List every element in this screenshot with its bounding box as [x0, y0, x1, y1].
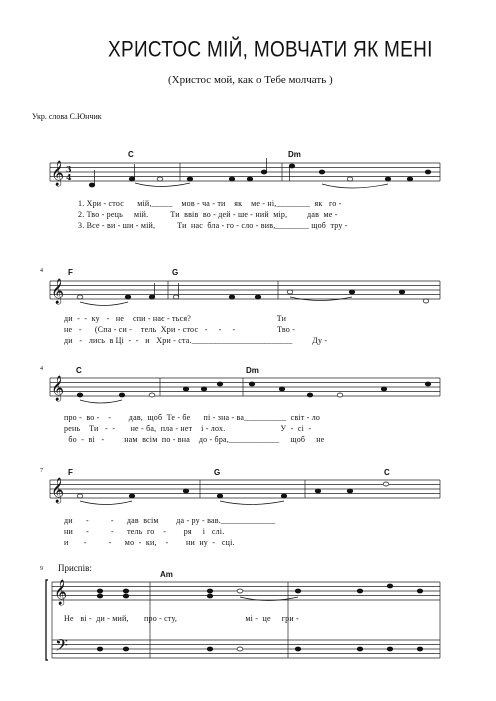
lyrics-line: ди - - ку - не спи - нає - ться? Ти	[64, 314, 287, 323]
chord-label: G	[214, 468, 221, 477]
chord-label: Dm	[288, 150, 301, 159]
lyrics-line: бо - ві - нам всім по - вна до - бра,____________ щоб не	[64, 435, 325, 444]
lyrics-line: ди - - дав всім да - ру - вав._____________	[64, 516, 276, 525]
lyrics-line: и - - мо - ки, - ни ну - сці.	[64, 538, 235, 547]
chord-label: C	[128, 150, 134, 159]
measure-number: 4	[40, 366, 43, 372]
lyrics-line: Не ві - ди - мий, про - сту, мі - це гри -	[64, 614, 299, 623]
chord-label: Dm	[246, 366, 259, 375]
measure-number: 7	[40, 468, 43, 474]
lyrics-line: ни - - тель го - ря і слі.	[64, 527, 225, 536]
staff-system-3	[50, 378, 440, 396]
svg-text:𝄞: 𝄞	[54, 580, 68, 605]
staff-system-1	[50, 163, 440, 181]
measure-number: 4	[40, 268, 43, 274]
lyrics-line: рень Ти - - не - ба, пла - нет і - лох. У - сі -	[64, 424, 312, 433]
lyrics-line: ди - лись в Ці - - и Хри - ста.________________________ Ду -	[64, 336, 328, 345]
lyrics-line: не - (Спа - си - тель Хри - стос - - - Тво -	[64, 325, 296, 334]
chord-label: C	[384, 468, 390, 477]
svg-text:𝄞: 𝄞	[51, 376, 65, 401]
staff-system-2	[50, 281, 440, 299]
lyrics-credit: Укр. слова С.Юнчик	[32, 112, 102, 121]
svg-text:𝄞: 𝄞	[51, 161, 65, 186]
chord-label: F	[68, 268, 73, 277]
svg-text:𝄞: 𝄞	[51, 279, 65, 304]
lyrics-line: про - во - - дав, щоб Те - бе пі - зна - ва__________ світ - ло	[64, 413, 321, 422]
svg-text:𝄢: 𝄢	[55, 635, 68, 659]
chord-label: C	[76, 366, 82, 375]
chord-label: Am	[160, 570, 173, 579]
svg-text:𝄞: 𝄞	[51, 478, 65, 503]
staff-system-5-upper	[52, 582, 440, 600]
svg-text:3: 3	[66, 164, 72, 174]
lyrics-line: 2. Тво - рець мій. Ти ввів во - дей - ше - ний мір, дав ме -	[78, 210, 338, 219]
chord-label: G	[172, 268, 179, 277]
song-subtitle: (Христос мой, как о Тебе молчать )	[168, 74, 333, 86]
song-title: ХРИСТОС МІЙ, МОВЧАТИ ЯК МЕНІ	[108, 38, 433, 63]
lyrics-line: 1. Хри - стос мій,_____ мов - ча - ти як ме - ні,________ як го -	[78, 199, 342, 208]
measure-number: 9	[40, 566, 43, 572]
chord-label: F	[68, 468, 73, 477]
svg-text:4: 4	[66, 172, 72, 182]
refrain-label: Приспів:	[58, 563, 92, 573]
staff-system-4	[50, 480, 440, 498]
lyrics-line: 3. Все - ви - ши - мій, Ти нас бла - го - сло - вив,________ щоб тру -	[78, 221, 348, 230]
